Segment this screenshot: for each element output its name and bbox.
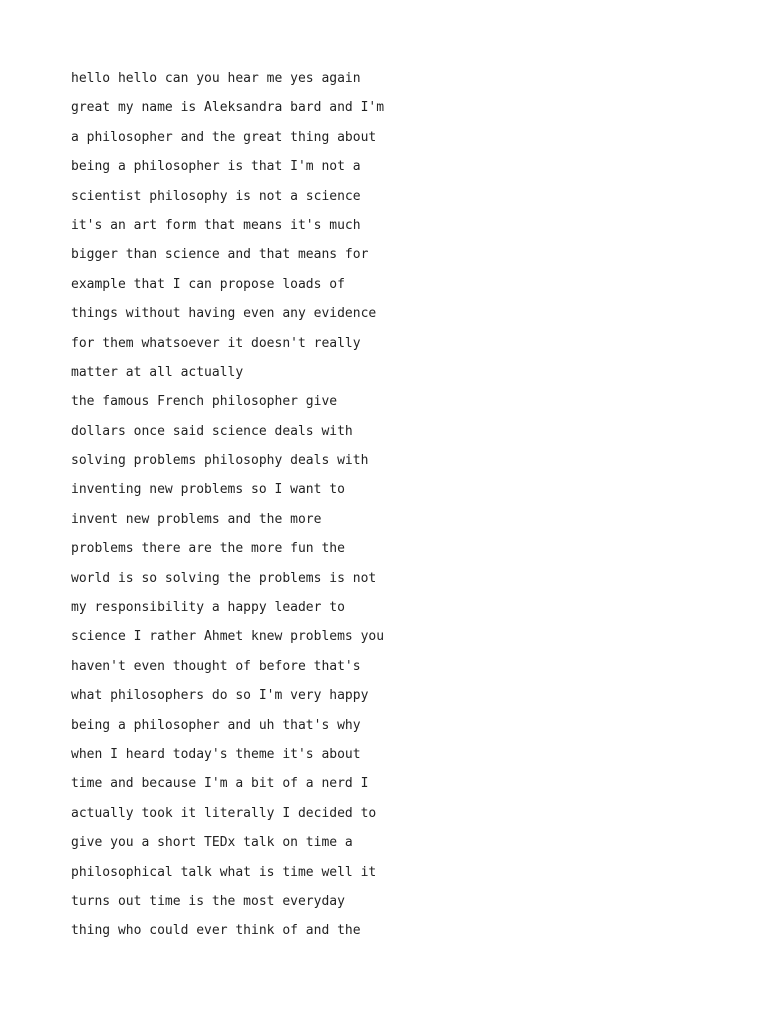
transcript-line: dollars once said science deals with [71, 423, 353, 439]
transcript-line: being a philosopher is that I'm not a [71, 159, 361, 175]
transcript-line: inventing new problems so I want to [71, 482, 345, 498]
transcript-line: give you a short TEDx talk on time a [71, 835, 353, 851]
transcript-line: things without having even any evidence [71, 306, 377, 322]
transcript-line: solving problems philosophy deals with [71, 453, 369, 469]
transcript-line: science I rather Ahmet knew problems you [71, 629, 385, 645]
transcript-line: philosophical talk what is time well it [71, 864, 377, 880]
transcript-line: when I heard today's theme it's about [71, 746, 361, 762]
transcript-line: actually took it literally I decided to [71, 805, 377, 821]
transcript-line: example that I can propose loads of [71, 276, 345, 292]
transcript-line: invent new problems and the more [71, 511, 322, 527]
transcript-line: bigger than science and that means for [71, 247, 369, 263]
transcript-line: my responsibility a happy leader to [71, 600, 345, 616]
transcript-line: turns out time is the most everyday [71, 893, 345, 909]
transcript-line: a philosopher and the great thing about [71, 129, 377, 145]
transcript-line: what philosophers do so I'm very happy [71, 688, 369, 704]
transcript-line: scientist philosophy is not a science [71, 188, 361, 204]
transcript-text [71, 70, 384, 952]
transcript-line: thing who could ever think of and the [71, 923, 361, 939]
transcript-line: haven't even thought of before that's [71, 658, 361, 674]
transcript-line: for them whatsoever it doesn't really [71, 335, 361, 351]
transcript-line: the famous French philosopher give [71, 394, 338, 410]
transcript-line: being a philosopher and uh that's why [71, 717, 361, 733]
transcript-line: matter at all actually [71, 364, 244, 380]
transcript-line: problems there are the more fun the [71, 541, 345, 557]
transcript-line: great my name is Aleksandra bard and I'm [71, 100, 385, 116]
transcript-line: it's an art form that means it's much [71, 217, 361, 233]
transcript-line: time and because I'm a bit of a nerd I [71, 776, 369, 792]
transcript-line: world is so solving the problems is not [71, 570, 377, 586]
transcript-line: hello hello can you hear me yes again [71, 71, 361, 86]
